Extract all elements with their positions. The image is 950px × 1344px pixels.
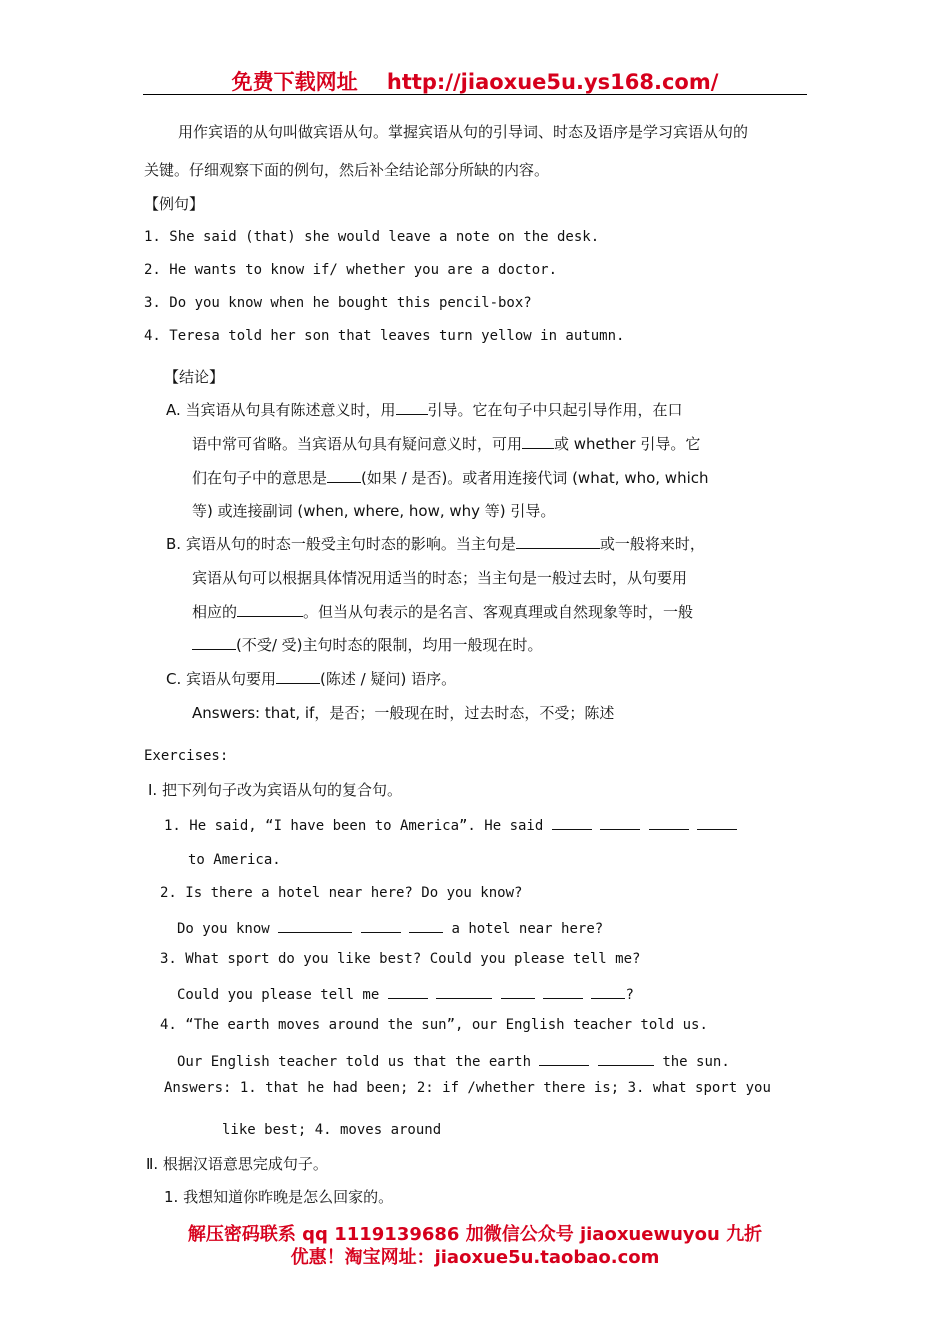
blank[interactable] bbox=[539, 1051, 589, 1066]
conclusion-b-text-3b: 。但当从句表示的是名言、客观真理或自然现象等时，一般 bbox=[303, 603, 694, 621]
conclusion-a-line-4: 等) 或连接副词 (when, where, how, why 等) 引导。 bbox=[192, 502, 556, 520]
blank[interactable] bbox=[697, 815, 737, 830]
exercise1-q1-text: 1. He said, “I have been to America”. He said bbox=[164, 818, 544, 834]
exercise1-answers-line-2: like best; 4. moves around bbox=[222, 1122, 442, 1138]
intro-line-2: 关键。仔细观察下面的例句，然后补全结论部分所缺的内容。 bbox=[144, 161, 550, 179]
exercise1-q4-answer bbox=[177, 1051, 730, 1070]
exercise1-q2-answer bbox=[177, 918, 603, 937]
blank[interactable] bbox=[522, 434, 554, 449]
exercise1-q3-text-b: ? bbox=[625, 987, 634, 1003]
conclusion-b-text-1b: 或一般将来时， bbox=[599, 535, 705, 553]
blank[interactable] bbox=[237, 602, 303, 617]
conclusion-a-text-2a: 语中常可省略。当宾语从句具有疑问意义时，可用 bbox=[192, 435, 523, 453]
conclusion-b-line-4 bbox=[192, 634, 543, 655]
blank[interactable] bbox=[649, 815, 689, 830]
conclusion-answers: Answers: that, if，是否；一般现在时，过去时态，不受；陈述 bbox=[192, 704, 615, 722]
exercises-heading: Exercises: bbox=[144, 748, 229, 764]
exercise1-answers-line-1: Answers: 1. that he had been; 2: if /whether there is; 3. what sport you bbox=[164, 1080, 771, 1096]
blank[interactable] bbox=[543, 984, 583, 999]
conclusion-c-text-1a: C. 宾语从句要用 bbox=[166, 670, 277, 688]
blank[interactable] bbox=[276, 669, 320, 684]
conclusion-a-text-1a: A. 当宾语从句具有陈述意义时，用 bbox=[166, 401, 396, 419]
conclusion-a-text-1b: 引导。它在句子中只起引导作用，在口 bbox=[427, 401, 683, 419]
footer-line-2: 优惠！淘宝网址：jiaoxue5u.taobao.com bbox=[290, 1247, 660, 1268]
exercise1-q2: 2. Is there a hotel near here? Do you know? bbox=[160, 885, 523, 901]
example-2: 2. He wants to know if/ whether you are a doctor. bbox=[144, 262, 558, 278]
conclusion-a-line-1 bbox=[166, 399, 683, 420]
blank[interactable] bbox=[327, 468, 361, 483]
example-1: 1. She said (that) she would leave a note on the desk. bbox=[144, 229, 600, 245]
conclusion-a-line-2 bbox=[192, 433, 700, 454]
blank[interactable] bbox=[552, 815, 592, 830]
blank[interactable] bbox=[598, 1051, 654, 1066]
part2-title: Ⅱ. 根据汉语意思完成句子。 bbox=[146, 1155, 328, 1173]
example-3: 3. Do you know when he bought this pencil-box? bbox=[144, 295, 532, 311]
blank[interactable] bbox=[278, 918, 352, 933]
conclusion-b-line-2: 宾语从句可以根据具体情况用适当的时态；当主句是一般过去时，从句要用 bbox=[192, 569, 688, 587]
conclusion-b-line-3 bbox=[192, 601, 693, 622]
exercise1-q3: 3. What sport do you like best? Could you please tell me? bbox=[160, 951, 641, 967]
part1-title: Ⅰ. 把下列句子改为宾语从句的复合句。 bbox=[148, 781, 402, 799]
blank[interactable] bbox=[600, 815, 640, 830]
exercise1-q1 bbox=[164, 815, 737, 834]
blank[interactable] bbox=[361, 918, 401, 933]
intro-line-1: 用作宾语的从句叫做宾语从句。掌握宾语从句的引导词、时态及语序是学习宾语从句的 bbox=[178, 123, 749, 141]
conclusion-a-line-3 bbox=[192, 467, 709, 488]
exercise1-q4-text-b: the sun. bbox=[662, 1054, 730, 1070]
exercise1-q3-text-a: Could you please tell me bbox=[177, 987, 380, 1003]
blank[interactable] bbox=[409, 918, 443, 933]
conclusion-b-text-4b: (不受/ 受)主句时态的限制，均用一般现在时。 bbox=[236, 636, 543, 654]
exercise1-q2-text-a: Do you know bbox=[177, 921, 270, 937]
page-header bbox=[0, 66, 950, 96]
header-divider bbox=[143, 94, 807, 95]
conclusion-c-text-1b: (陈述 / 疑问) 语序。 bbox=[320, 670, 457, 688]
header-url[interactable]: http://jiaoxue5u.ys168.com/ bbox=[386, 70, 719, 94]
blank[interactable] bbox=[436, 984, 492, 999]
blank[interactable] bbox=[501, 984, 535, 999]
blank[interactable] bbox=[388, 984, 428, 999]
conclusion-a-text-2b: 或 whether 引导。它 bbox=[554, 435, 701, 453]
conclusion-b-line-1 bbox=[166, 533, 705, 554]
conclusion-heading: 【结论】 bbox=[164, 368, 225, 386]
exercise1-q1-cont: to America. bbox=[188, 852, 281, 868]
blank[interactable] bbox=[192, 635, 236, 650]
conclusion-c-line-1 bbox=[166, 668, 456, 689]
exercise1-q4: 4. “The earth moves around the sun”, our English teacher told us. bbox=[160, 1017, 708, 1033]
footer-line-1: 解压密码联系 qq 1119139686 加微信公众号 jiaoxuewuyou 九折 bbox=[187, 1224, 763, 1245]
example-4: 4. Teresa told her son that leaves turn yellow in autumn. bbox=[144, 328, 625, 344]
blank[interactable] bbox=[516, 534, 600, 549]
conclusion-b-text-3a: 相应的 bbox=[192, 603, 238, 621]
conclusion-a-text-3a: 们在句子中的意思是 bbox=[192, 469, 328, 487]
exercise2-q1: 1. 我想知道你昨晚是怎么回家的。 bbox=[164, 1188, 394, 1206]
header-title: 免费下载网址 bbox=[231, 70, 358, 94]
exercise1-q4-text-a: Our English teacher told us that the earth bbox=[177, 1054, 532, 1070]
exercise1-q2-text-b: a hotel near here? bbox=[451, 921, 604, 937]
exercise1-q3-answer bbox=[177, 984, 634, 1003]
conclusion-a-text-3b: (如果 / 是否)。或者用连接代词 (what, who, which bbox=[361, 469, 709, 487]
conclusion-b-text-1a: B. 宾语从句的时态一般受主句时态的影响。当主句是 bbox=[166, 535, 516, 553]
examples-heading: 【例句】 bbox=[144, 195, 205, 213]
blank[interactable] bbox=[591, 984, 625, 999]
blank[interactable] bbox=[396, 400, 428, 415]
